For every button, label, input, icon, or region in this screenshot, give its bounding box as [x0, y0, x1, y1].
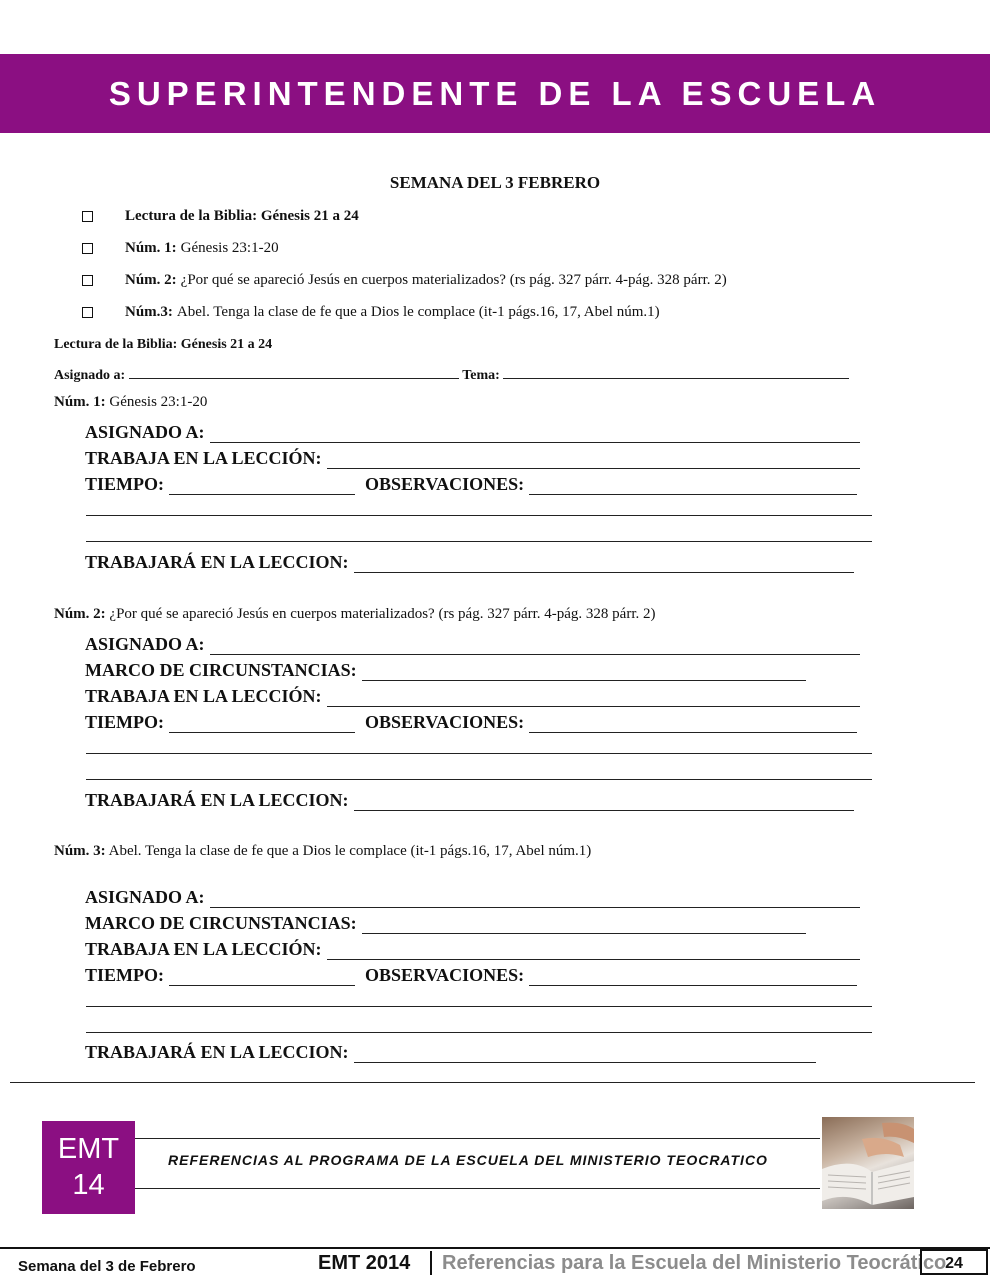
part1-assigned-row [85, 422, 860, 443]
lesson-field[interactable] [327, 945, 860, 960]
checklist-item-2 [82, 272, 727, 289]
lesson-field[interactable] [327, 692, 860, 707]
blank-line[interactable] [86, 515, 872, 516]
reading-topic-field[interactable] [503, 366, 849, 379]
emt-badge-line1: EMT [57, 1133, 120, 1165]
emt-badge [42, 1121, 135, 1214]
observations-label: OBSERVACIONES: [365, 712, 525, 732]
reading-topic-label: Tema: [462, 368, 500, 383]
part1-time-row [85, 474, 857, 495]
part3-label: Núm. 3: [54, 843, 106, 859]
page-number: 24 [920, 1249, 988, 1275]
next-lesson-label: TRABAJARÁ EN LA LECCION: [85, 790, 349, 810]
checkbox-icon[interactable] [82, 243, 93, 254]
checklist-item-1 [82, 240, 279, 257]
lesson-label: TRABAJA EN LA LECCIÓN: [85, 686, 322, 706]
blank-line[interactable] [86, 779, 872, 780]
part1-label: Núm. 1: [54, 394, 106, 410]
reading-assigned-field[interactable] [129, 366, 459, 379]
checklist-label: Núm.3: [125, 304, 173, 320]
checkbox-icon[interactable] [82, 275, 93, 286]
assigned-label: ASIGNADO A: [85, 422, 205, 442]
part1-text: Génesis 23:1-20 [109, 394, 208, 410]
part3-assigned-row [85, 887, 860, 908]
reading-assign-line [54, 366, 849, 384]
reading-label: Lectura de la Biblia: [54, 337, 178, 352]
part2-lesson-row [85, 686, 860, 707]
reference-banner-text: REFERENCIAS AL PROGRAMA DE LA ESCUELA DEL MINISTERIO TEOCRATICO [168, 1152, 768, 1168]
banner-title: SUPERINTENDENTE DE LA ESCUELA [108, 74, 882, 112]
time-field[interactable] [169, 971, 355, 986]
footer-divider [430, 1251, 432, 1275]
next-lesson-field[interactable] [354, 558, 854, 573]
part2-circumstances-row [85, 660, 806, 681]
lesson-label: TRABAJA EN LA LECCIÓN: [85, 939, 322, 959]
checklist-text: Génesis 23:1-20 [180, 240, 279, 256]
part3-line [54, 843, 591, 860]
part3-time-row [85, 965, 857, 986]
time-label: TIEMPO: [85, 712, 164, 732]
part2-next-row [85, 790, 854, 811]
blank-line[interactable] [86, 1006, 872, 1007]
part3-lesson-row [85, 939, 860, 960]
checklist-label: Lectura de la Biblia: Génesis 21 a 24 [125, 208, 359, 224]
observations-label: OBSERVACIONES: [365, 474, 525, 494]
part2-label: Núm. 2: [54, 606, 106, 622]
part2-line [54, 606, 655, 623]
page-footer [0, 1247, 990, 1280]
assigned-label: ASIGNADO A: [85, 887, 205, 907]
part2-text: ¿Por qué se apareció Jesús en cuerpos materializados? (rs pág. 327 párr. 4-pág. 328 párr. 2) [109, 606, 656, 622]
reading-line [54, 337, 272, 353]
circumstances-label: MARCO DE CIRCUNSTANCIAS: [85, 913, 357, 933]
checklist-item-3 [82, 304, 660, 321]
next-lesson-field[interactable] [354, 1048, 816, 1063]
lesson-label: TRABAJA EN LA LECCIÓN: [85, 448, 322, 468]
header-banner [0, 54, 990, 133]
checkbox-icon[interactable] [82, 211, 93, 222]
time-field[interactable] [169, 718, 355, 733]
circumstances-field[interactable] [362, 919, 806, 934]
checkbox-icon[interactable] [82, 307, 93, 318]
part2-time-row [85, 712, 857, 733]
observations-field[interactable] [529, 480, 857, 495]
assigned-label: ASIGNADO A: [85, 634, 205, 654]
assigned-field[interactable] [210, 893, 860, 908]
lesson-field[interactable] [327, 454, 860, 469]
next-lesson-label: TRABAJARÁ EN LA LECCION: [85, 552, 349, 572]
checklist-label: Núm. 1: [125, 240, 177, 256]
assigned-field[interactable] [210, 428, 860, 443]
checklist-text: ¿Por qué se apareció Jesús en cuerpos materializados? (rs pág. 327 párr. 4-pág. 328 párr. 2) [180, 272, 727, 288]
part3-next-row [85, 1042, 816, 1063]
blank-line[interactable] [86, 753, 872, 754]
footer-week: Semana del 3 de Febrero [18, 1258, 196, 1275]
observations-field[interactable] [529, 718, 857, 733]
blank-line[interactable] [86, 1032, 872, 1033]
observations-label: OBSERVACIONES: [365, 965, 525, 985]
next-lesson-label: TRABAJARÁ EN LA LECCION: [85, 1042, 349, 1062]
next-lesson-field[interactable] [354, 796, 854, 811]
part3-text: Abel. Tenga la clase de fe que a Dios le complace (it-1 págs.16, 17, Abel núm.1) [108, 843, 592, 859]
circumstances-field[interactable] [362, 666, 806, 681]
reading-text: Génesis 21 a 24 [180, 337, 273, 352]
circumstances-label: MARCO DE CIRCUNSTANCIAS: [85, 660, 357, 680]
blank-line[interactable] [86, 541, 872, 542]
checklist-item-reading [82, 208, 363, 225]
time-field[interactable] [169, 480, 355, 495]
checklist-label: Núm. 2: [125, 272, 177, 288]
open-book-photo [822, 1117, 914, 1209]
section-divider [10, 1082, 975, 1083]
time-label: TIEMPO: [85, 474, 164, 494]
part3-circumstances-row [85, 913, 806, 934]
reading-assigned-label: Asignado a: [54, 368, 126, 383]
reference-rule-bottom [135, 1188, 820, 1189]
emt-badge-line2: 14 [72, 1169, 105, 1201]
part1-next-row [85, 552, 854, 573]
checklist-text: Abel. Tenga la clase de fe que a Dios le complace (it-1 págs.16, 17, Abel núm.1) [176, 304, 660, 320]
week-title: SEMANA DEL 3 FEBRERO [389, 173, 601, 192]
observations-field[interactable] [529, 971, 857, 986]
part2-assigned-row [85, 634, 860, 655]
assigned-field[interactable] [210, 640, 860, 655]
open-book-icon [822, 1117, 914, 1209]
footer-emt: EMT 2014 [318, 1252, 411, 1274]
reference-rule-top [135, 1138, 820, 1139]
footer-reference: Referencias para la Escuela del Ministerio Teocrático [442, 1252, 947, 1274]
part1-lesson-row [85, 448, 860, 469]
part1-line [54, 394, 207, 411]
time-label: TIEMPO: [85, 965, 164, 985]
